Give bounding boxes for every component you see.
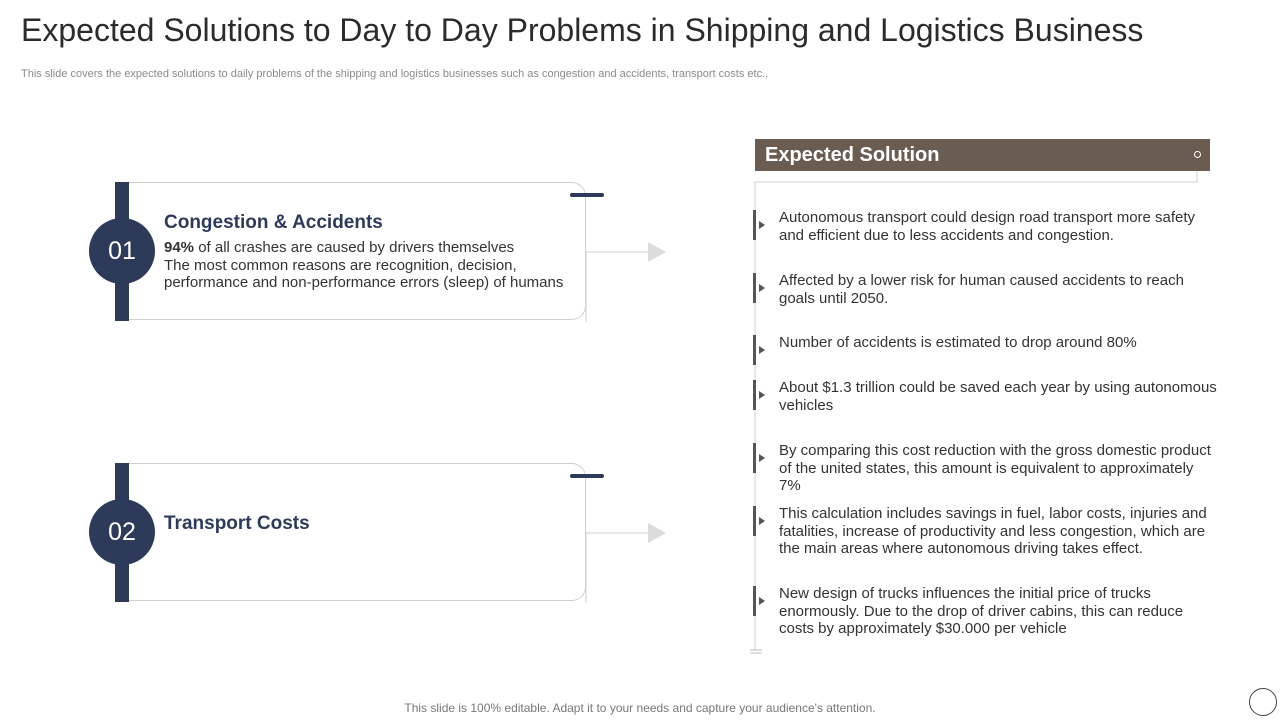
bullet-triangle-icon: [753, 380, 767, 410]
problem-line2: The most common reasons are recognition, decision, performance and non-performance errors (sleep) of humans: [164, 256, 564, 291]
solution-item: Affected by a lower risk for human caused accidents to reach goals until 2050.: [779, 272, 1184, 307]
problem-title: Transport Costs: [164, 513, 310, 534]
bullet-triangle-icon: [753, 210, 767, 240]
problem-card-congestion: [86, 182, 686, 324]
solution-item: This calculation includes savings in fuel, labor costs, injuries and fatalities, increase of productivity and less congestion, which are the main areas where autonomous driving takes effect.: [779, 505, 1207, 557]
card-dash: [570, 193, 604, 197]
solution-item: About $1.3 trillion could be saved each year by using autonomous vehicles: [779, 379, 1217, 414]
slide-subtitle: This slide covers the expected solutions to daily problems of the shipping and logistics businesses such as congestion and accidents, transport costs etc.,: [21, 68, 769, 80]
arrow-right-icon: [584, 515, 666, 605]
problem-number-badge: 01: [89, 218, 155, 284]
slide-title: Expected Solutions to Day to Day Problems in Shipping and Logistics Business: [21, 12, 1144, 48]
bullet-triangle-icon: [753, 443, 767, 473]
solution-item: By comparing this cost reduction with the gross domestic product of the united states, this amount is equivalent to approximately 7%: [779, 442, 1211, 494]
solution-header: [755, 139, 1210, 171]
problem-card-transport: [86, 463, 686, 605]
solution-item: New design of trucks influences the initial price of trucks enormously. Due to the drop of driver cabins, this can reduce costs by approximately $30.000 per vehicle: [779, 585, 1184, 637]
solution-header-label: Expected Solution: [765, 144, 940, 166]
solution-item: Autonomous transport could design road transport more safety and efficient due to less accidents and congestion.: [779, 209, 1196, 244]
footer-note: This slide is 100% editable. Adapt it to your needs and capture your audience's attention.: [404, 701, 876, 715]
problem-number-badge: 02: [89, 499, 155, 565]
card-dash: [570, 474, 604, 478]
bullet-triangle-icon: [753, 586, 767, 616]
arrow-right-icon: [584, 234, 666, 324]
bullet-triangle-icon: [753, 273, 767, 303]
problem-highlight: 94%: [164, 239, 195, 256]
bullet-triangle-icon: [753, 335, 767, 365]
problem-line1: of all crashes are caused by drivers themselves: [194, 239, 515, 256]
header-dot-icon: [1194, 151, 1201, 158]
bullet-triangle-icon: [753, 506, 767, 536]
corner-circle-icon: [1249, 688, 1277, 716]
solution-item: Number of accidents is estimated to drop around 80%: [779, 334, 1137, 351]
problem-description: [164, 239, 574, 292]
problem-title: Congestion & Accidents: [164, 212, 383, 233]
